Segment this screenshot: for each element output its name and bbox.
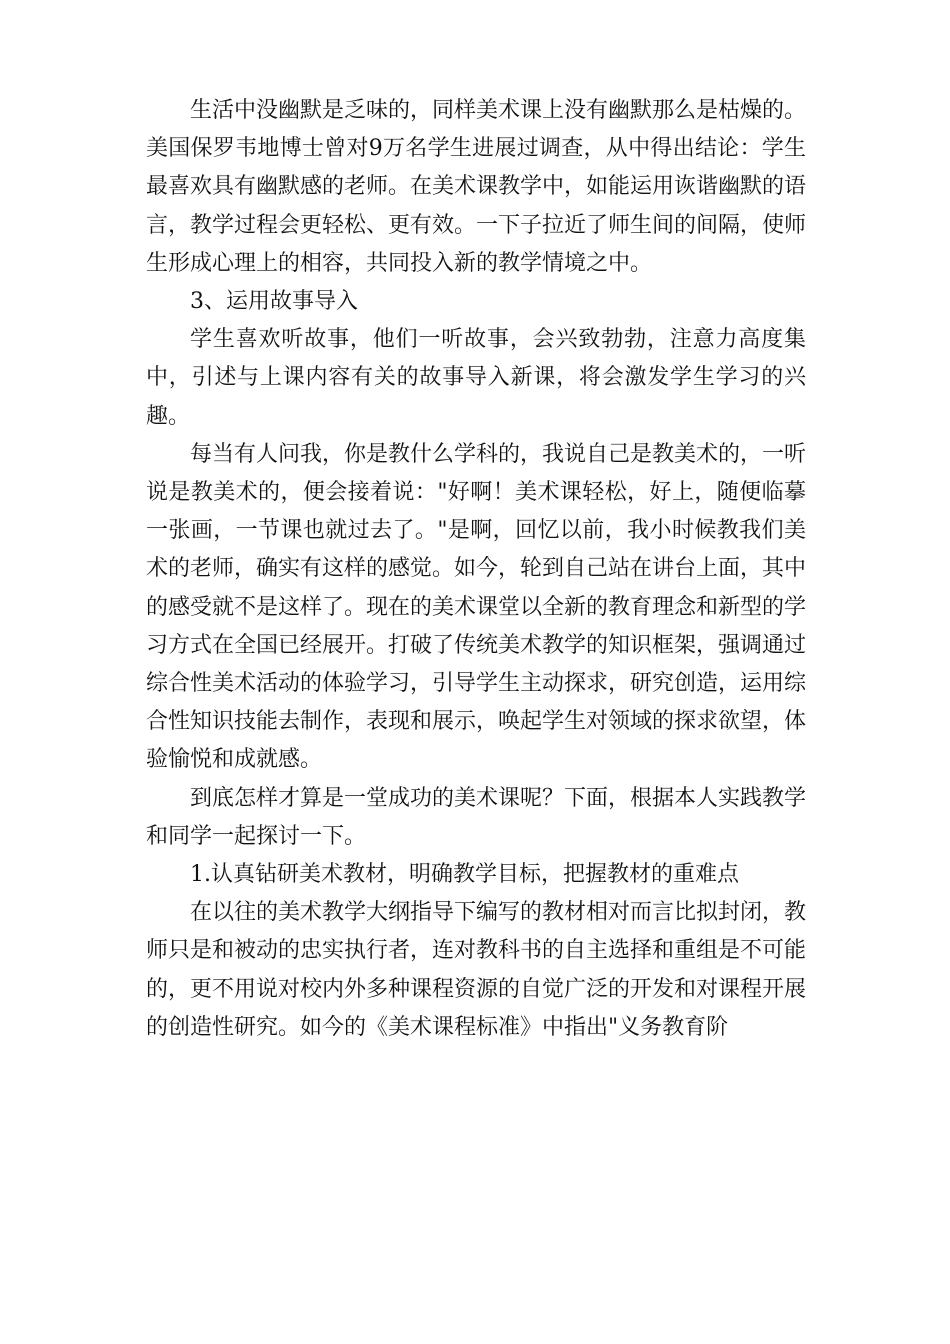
paragraph-teaching-experience: 每当有人问我，你是教什么学科的，我说自己是教美术的，一听说是教美术的，便会接着说："好啊！美术课轻松，好上，随便临摹一张画，一节课也就过去了。"是啊，回忆以前，我小时候教我们美术的老师，确实有这样的感觉。如今，轮到自己站在讲台上面，其中的感受就不是这样了。现在的美术课堂以全新的教育理念和新型的学习方式在全国已经展开。打破了传统美术教学的知识框架，强调通过综合性美术活动的体验学习，引导学生主动探求，研究创造，运用综合性知识技能去制作，表现和展示，唤起学生对领域的探求欲望，体验愉悦和成就感。 bbox=[146, 441, 807, 773]
section-heading-story-intro: 3、运用故事导入 bbox=[190, 289, 358, 315]
paragraph-story: 学生喜欢听故事，他们一听故事，会兴致勃勃，注意力高度集中，引述与上课内容有关的故事导入新课，将会激发学生学习的兴趣。 bbox=[146, 327, 806, 429]
paragraph-curriculum: 在以往的美术教学大纲指导下编写的教材相对而言比拟封闭，教师只是和被动的忠实执行者，连对教科书的自主选择和重组是不可能的，更不用说对校内外多种课程资源的自觉广泛的开发和对课程开展的创造性研究。如今的《美术课程标准》中指出"义务教育阶 bbox=[146, 900, 807, 1040]
document-body bbox=[146, 92, 806, 1047]
section-heading-study-materials: 1.认真钻研美术教材，明确教学目标，把握教材的重难点 bbox=[190, 862, 739, 888]
paragraph-successful-lesson: 到底怎样才算是一堂成功的美术课呢？下面，根据本人实践教学和同学一起探讨一下。 bbox=[146, 785, 807, 849]
paragraph-humor: 生活中没幽默是乏味的，同样美术课上没有幽默那么是枯燥的。美国保罗韦地博士曾对9万名学生进展过调查，从中得出结论：学生最喜欢具有幽默感的老师。在美术课教学中，如能运用诙谐幽默的语言，教学过程会更轻松、更有效。一下子拉近了师生间的间隔，使师生形成心理上的相容，共同投入新的教学情境之中。 bbox=[146, 98, 807, 276]
